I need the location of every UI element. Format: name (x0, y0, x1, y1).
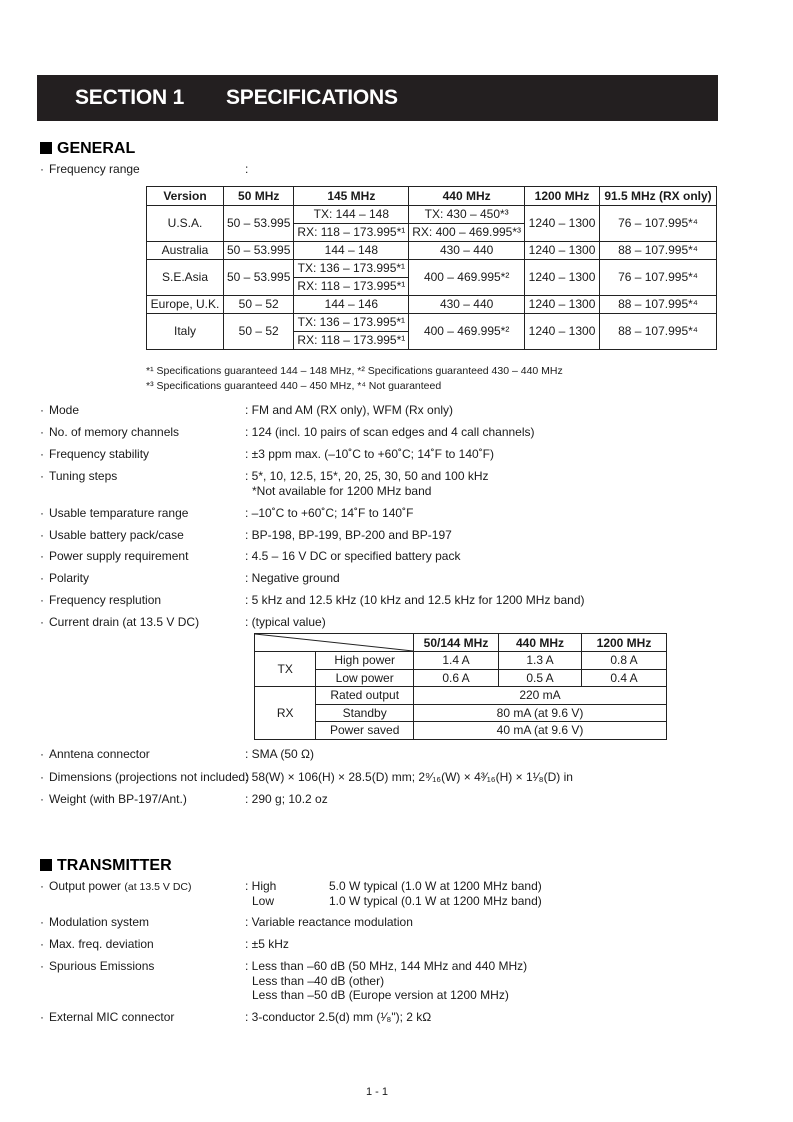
table-row (147, 242, 717, 260)
cell-145mhz: RX: 118 – 173.995*¹ (294, 278, 409, 296)
spec-value: : ±3 ppm max. (–10˚C to +60˚C; 14˚F to 140˚F) (245, 447, 495, 461)
current-drain-table (254, 633, 667, 740)
footnote: *¹ Specifications guaranteed 144 – 148 MHz, *² Specifications guaranteed 430 – 440 MHz (146, 365, 563, 377)
cell-50mhz: 50 – 53.995 (224, 206, 294, 242)
spec-value: Less than –50 dB (Europe version at 1200 MHz) (252, 988, 509, 1002)
table-row (147, 260, 717, 278)
table-cell: 0.4 A (582, 669, 667, 687)
spec-value: : ±5 kHz (245, 937, 289, 951)
col-header: 440 MHz (409, 187, 525, 206)
spec-value: : 4.5 – 16 V DC or specified battery pack (245, 549, 461, 563)
cell-145mhz: 144 – 146 (294, 296, 409, 314)
version-cell: Australia (147, 242, 224, 260)
row-name: Rated output (316, 687, 414, 705)
col-header: 145 MHz (294, 187, 409, 206)
spec-label: Weight (with BP-197/Ant.) (49, 792, 187, 806)
spec-label: Modulation system (49, 915, 150, 929)
cell-50mhz: 50 – 53.995 (224, 260, 294, 296)
spec-value: : Negative ground (245, 571, 340, 585)
col-header: 91.5 MHz (RX only) (600, 187, 717, 206)
cell-440mhz: 430 – 440 (409, 242, 525, 260)
table-cell: 0.6 A (414, 669, 499, 687)
spec-value: : (typical value) (245, 615, 326, 629)
spec-label: Dimensions (projections not included) (49, 770, 250, 784)
spec-label: Max. freq. deviation (49, 937, 154, 951)
table-row (255, 652, 667, 670)
row-name: Standby (316, 704, 414, 722)
frequency-table (146, 186, 717, 350)
table-cell: 1.3 A (499, 652, 582, 670)
power-high-key: : High (245, 879, 277, 893)
page-number: 1 - 1 (366, 1086, 389, 1098)
col-header: 440 MHz (499, 634, 582, 652)
row-name: High power (316, 652, 414, 670)
cell-915mhz: 88 – 107.995*⁴ (600, 314, 717, 350)
spec-label: Mode (49, 403, 80, 417)
spec-note: *Not available for 1200 MHz band (252, 483, 432, 498)
footnote: *³ Specifications guaranteed 440 – 450 MHz, *⁴ Not guaranteed (146, 380, 442, 392)
spec-label: Frequency stability (49, 447, 150, 461)
transmitter-heading: TRANSMITTER (40, 857, 172, 875)
cell-915mhz: 76 – 107.995*⁴ (600, 260, 717, 296)
cell-915mhz: 88 – 107.995*⁴ (600, 242, 717, 260)
diagonal-line (255, 634, 413, 651)
table-cell: 220 mA (414, 687, 667, 705)
spec-label: Usable temparature range (49, 506, 189, 520)
cell-145mhz: TX: 144 – 148 (294, 206, 409, 224)
freq-range-value: : (245, 162, 249, 176)
cell-145mhz: TX: 136 – 173.995*¹ (294, 260, 409, 278)
spec-value: : SMA (50 Ω) (245, 747, 314, 761)
col-header: 50 MHz (224, 187, 294, 206)
version-cell: Italy (147, 314, 224, 350)
cell-50mhz: 50 – 52 (224, 296, 294, 314)
table-row (255, 687, 667, 705)
cell-1200mhz: 1240 – 1300 (525, 296, 600, 314)
table-cell: 80 mA (at 9.6 V) (414, 704, 667, 722)
spec-label: Usable battery pack/case (49, 528, 184, 542)
spec-value: : 5 kHz and 12.5 kHz (10 kHz and 12.5 kHz for 1200 MHz band) (245, 593, 585, 607)
table-cell: 40 mA (at 9.6 V) (414, 722, 667, 740)
version-cell: U.S.A. (147, 206, 224, 242)
section-banner (37, 75, 718, 121)
cell-145mhz: RX: 118 – 173.995*¹ (294, 332, 409, 350)
cell-145mhz: RX: 118 – 173.995*¹ (294, 224, 409, 242)
table-footnotes (146, 364, 563, 394)
version-cell: Europe, U.K. (147, 296, 224, 314)
table-cell: 0.8 A (582, 652, 667, 670)
cell-50mhz: 50 – 52 (224, 314, 294, 350)
col-header: 50/144 MHz (414, 634, 499, 652)
cell-50mhz: 50 – 53.995 (224, 242, 294, 260)
diagonal-corner-cell (255, 634, 414, 652)
table-row (255, 669, 667, 687)
table-cell: 0.5 A (499, 669, 582, 687)
cell-915mhz: 76 – 107.995*⁴ (600, 206, 717, 242)
spec-value: : 3-conductor 2.5(d) mm (¹⁄₈"); 2 kΩ (245, 1010, 432, 1024)
spec-value: : 124 (incl. 10 pairs of scan edges and 4 call channels) (245, 425, 535, 439)
cell-1200mhz: 1240 – 1300 (525, 206, 600, 242)
col-header: Version (147, 187, 224, 206)
spec-label: Output power (49, 879, 122, 893)
spec-value: : FM and AM (RX only), WFM (Rx only) (245, 403, 454, 417)
cell-440mhz: 430 – 440 (409, 296, 525, 314)
freq-range-label: Frequency range (49, 162, 140, 176)
col-header: 1200 MHz (582, 634, 667, 652)
section-number: SECTION 1 (75, 86, 185, 109)
cell-1200mhz: 1240 – 1300 (525, 314, 600, 350)
table-row (255, 722, 667, 740)
tx-label: TX (255, 652, 316, 687)
spec-value: : –10˚C to +60˚C; 14˚F to 140˚F (245, 506, 414, 520)
spec-value: : Variable reactance modulation (245, 915, 413, 929)
spec-value: : Less than –60 dB (50 MHz, 144 MHz and 440 MHz) (245, 959, 528, 973)
col-header: 1200 MHz (525, 187, 600, 206)
spec-label: Frequency resplution (49, 593, 162, 607)
power-low-value: 1.0 W typical (0.1 W at 1200 MHz band) (329, 893, 542, 908)
cell-1200mhz: 1240 – 1300 (525, 242, 600, 260)
spec-value: : 58(W) × 106(H) × 28.5(D) mm; 2⁹⁄₁₆(W) × 4³⁄₁₆(H) × 1¹⁄₈(D) in (245, 770, 573, 784)
square-bullet-icon (40, 142, 52, 154)
row-name: Low power (316, 669, 414, 687)
table-row (147, 206, 717, 224)
rx-label: RX (255, 687, 316, 740)
spec-value: Less than –40 dB (other) (252, 973, 385, 988)
cell-440mhz: 400 – 469.995*² (409, 314, 525, 350)
section-title: SPECIFICATIONS (226, 86, 398, 109)
spec-label: Anntena connector (49, 747, 150, 761)
cell-440mhz: 400 – 469.995*² (409, 260, 525, 296)
spec-label: Tuning steps (49, 469, 118, 483)
power-high-value: 5.0 W typical (1.0 W at 1200 MHz band) (329, 879, 542, 893)
cell-440mhz: TX: 430 – 450*³ (409, 206, 525, 224)
spec-value: : 290 g; 10.2 oz (245, 792, 328, 806)
frequency-table-header (147, 187, 717, 206)
spec-label: No. of memory channels (49, 425, 180, 439)
spec-label: Polarity (49, 571, 90, 585)
cell-440mhz: RX: 400 – 469.995*³ (409, 224, 525, 242)
spec-label: Spurious Emissions (49, 959, 155, 973)
power-low-key: Low (252, 893, 275, 908)
table-cell: 1.4 A (414, 652, 499, 670)
general-heading: GENERAL (40, 140, 135, 158)
cell-915mhz: 88 – 107.995*⁴ (600, 296, 717, 314)
spec-value: : BP-198, BP-199, BP-200 and BP-197 (245, 528, 452, 542)
version-cell: S.E.Asia (147, 260, 224, 296)
spec-label: Current drain (at 13.5 V DC) (49, 615, 200, 629)
cell-145mhz: TX: 136 – 173.995*¹ (294, 314, 409, 332)
table-row (147, 314, 717, 332)
row-name: Power saved (316, 722, 414, 740)
current-table-header (255, 634, 667, 652)
table-row (147, 296, 717, 314)
spec-label: External MIC connector (49, 1010, 175, 1024)
square-bullet-icon (40, 859, 52, 871)
cell-145mhz: 144 – 148 (294, 242, 409, 260)
table-row (255, 704, 667, 722)
spec-label: Power supply requirement (49, 549, 189, 563)
spec-value: : 5*, 10, 12.5, 15*, 20, 25, 30, 50 and 100 kHz (245, 469, 489, 483)
cell-1200mhz: 1240 – 1300 (525, 260, 600, 296)
spec-condition: (at 13.5 V DC) (124, 881, 192, 893)
